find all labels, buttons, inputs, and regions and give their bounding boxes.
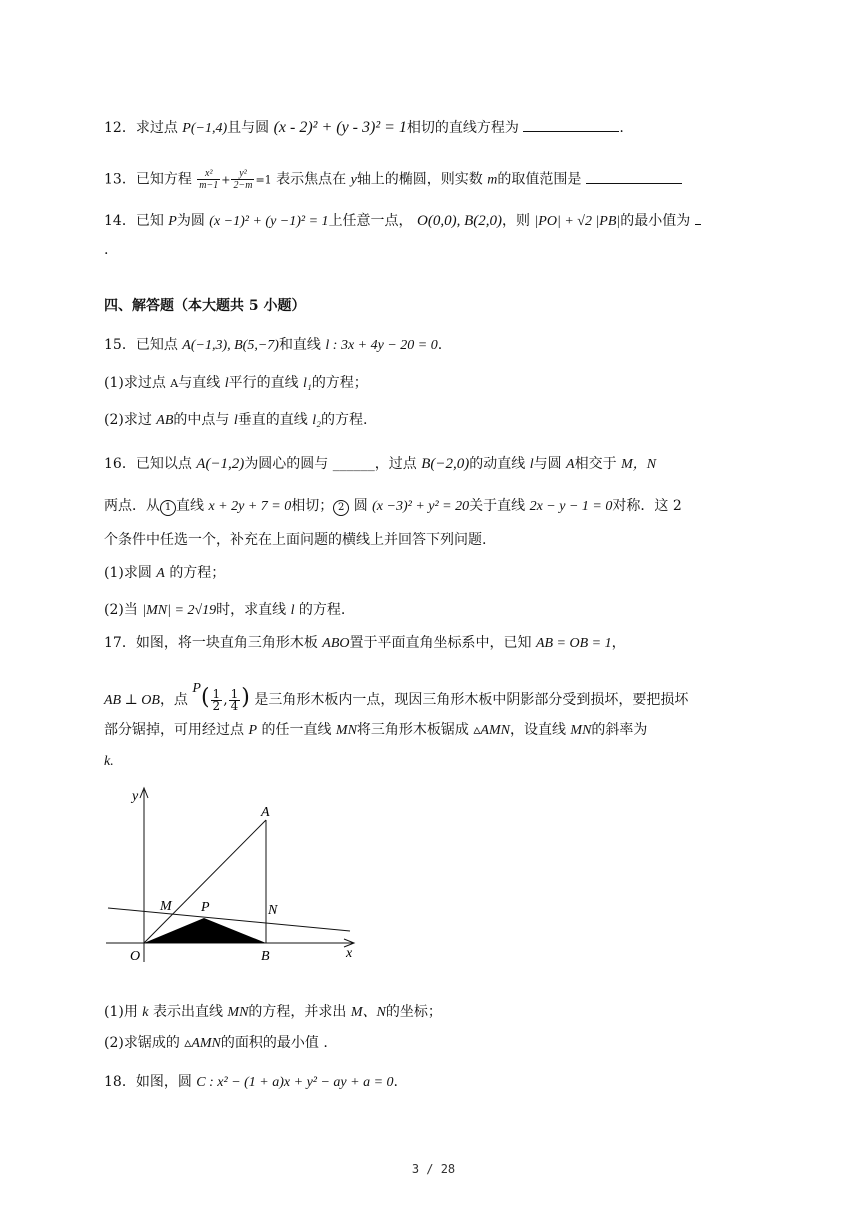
- q13-text-3: 轴上的椭圆，则实数: [356, 171, 483, 188]
- q17-part-1-MN-2: M、N: [350, 1005, 386, 1020]
- q17-part-1-text-4: 的坐标；: [385, 1004, 442, 1020]
- q16-part-2-text-3: 的方程.: [298, 602, 346, 618]
- q15-part-1-text-2: 与直线: [178, 375, 221, 391]
- q17-part-1: [104, 1002, 442, 1023]
- q16-line-1-equation: x + 2y + 7 = 0: [208, 499, 292, 514]
- label-B: B: [261, 949, 270, 964]
- q17-line: [104, 633, 626, 654]
- q15-part-2-l2: l₂: [312, 413, 321, 428]
- label-M: M: [160, 899, 172, 914]
- q17-text-3: ，: [611, 635, 626, 651]
- q16-text-6: 相交于: [574, 456, 617, 472]
- q16-number: 16．: [104, 456, 136, 472]
- q16-line-2-text-6: 对称．这 2: [612, 498, 682, 514]
- q16-line-2-text-2: 直线: [176, 498, 204, 514]
- q15-part-2: [104, 410, 367, 431]
- q15-line: [104, 335, 442, 356]
- q17-line-3-MN-2: MN: [570, 723, 592, 738]
- q17-line-3-text-4: ，设直线: [509, 722, 566, 738]
- q16-circle-2-equation: (x −3)² + y² = 20: [372, 499, 470, 514]
- q15-points: A(−1,3), B(5,−7): [182, 338, 279, 353]
- q16-line-2: [104, 496, 682, 517]
- q16-condition-blank[interactable]: ______: [332, 456, 375, 472]
- q16-point-A: A(−1,2): [196, 456, 245, 472]
- q17-point-P: P: [192, 681, 201, 696]
- q13-text-2: 表示焦点在: [276, 171, 347, 188]
- q14-number: 14．: [104, 213, 136, 229]
- q16-line-2-text-3: 相切；: [291, 498, 334, 514]
- page-number: 3 / 28: [411, 1162, 456, 1176]
- q12-text-2: 且与圆: [227, 120, 270, 136]
- q14-circle-equation: (x −1)² + (y −1)² = 1: [209, 214, 329, 229]
- q17-perpendicular: AB ⊥ OB: [104, 693, 160, 708]
- q17-line-3-MN: MN: [335, 723, 357, 738]
- q14-text-5: 的最小值为: [620, 213, 691, 229]
- q14-answer-blank[interactable]: [695, 210, 701, 225]
- section-4-heading: 四、解答题（本大题共 5 小题）: [104, 298, 306, 314]
- q14-line: [104, 210, 701, 232]
- q13-var-m: m: [487, 172, 498, 188]
- q12-number: 12．: [104, 120, 136, 136]
- q15-text-2: 和直线: [278, 337, 321, 353]
- q13-line: 13．已知方程 $\frac{\text{x²}}{m-1}$ + $\frac{\text{y²}}{2-m}$ =1 表示焦点在 y轴上的椭圆，则实数 m的取值范围是: [104, 168, 682, 191]
- q16-part-2-expression: |MN| = 2√19: [142, 603, 217, 618]
- q16-var-l: l: [529, 457, 534, 472]
- q17-part-2-triangle: ▵AMN: [184, 1036, 221, 1051]
- option-1-marker: 1: [160, 500, 176, 516]
- q18-text: 如图，圆: [135, 1074, 192, 1090]
- q14-tail-period: .: [104, 242, 109, 258]
- q17-equality: AB = OB = 1: [535, 636, 612, 651]
- label-x: x: [346, 946, 353, 961]
- q16-point-B: B(−2,0): [421, 456, 470, 472]
- q17-line-4: k.: [104, 754, 114, 769]
- q16-var-A: A: [566, 457, 575, 472]
- q16-line-3: 个条件中任选一个，补充在上面问题的横线上并回答下列问题.: [104, 532, 487, 548]
- q13-fraction-x: $\frac{\text{x²}}{m-1}$: [199, 168, 219, 191]
- q16-text-4: 的动直线: [469, 456, 526, 472]
- q16-part-2-text-2: 时，求直线: [216, 602, 287, 618]
- q15-part-1-text: (1)求过点: [104, 375, 166, 391]
- q15-part-1-A: A: [170, 377, 179, 390]
- q17-part-1-MN: MN: [227, 1005, 249, 1020]
- q17-part-1-text-3: 的方程，并求出: [248, 1004, 347, 1020]
- q15-part-1-text-4: 的方程；: [311, 375, 368, 391]
- q15-part-1-text-3: 平行的直线: [228, 375, 299, 391]
- q17-line-2: AB ⊥ OB，点 P( $\frac{1}{2}$ , $\frac{1}{4}$ ) 是三角形木板内一点，现因三角形木板中阴影部分受到损坏，要把损坏: [104, 681, 689, 713]
- label-y: y: [132, 789, 139, 804]
- q15-part-1-l: l: [224, 376, 229, 391]
- q16-line-2-text-4: 圆: [353, 498, 368, 514]
- q16-text-5: 与圆: [533, 456, 562, 472]
- q12-line: [104, 117, 624, 139]
- q17-abo: ABO: [322, 636, 350, 651]
- q17-number: 17．: [104, 635, 136, 651]
- q17-line-3-text-5: 的斜率为: [591, 722, 648, 738]
- q16-text-2: 为圆心的圆与: [244, 456, 329, 472]
- q17-part-2: [104, 1033, 328, 1054]
- q16-part-2-l: l: [290, 603, 295, 618]
- q16-part-1-text: (1)求圆: [104, 565, 152, 581]
- q17-text-2: 置于平面直角坐标系中，已知: [349, 635, 532, 651]
- q14-text-3: 上任意一点，: [328, 213, 413, 229]
- q15-part-2-text-3: 垂直的直线: [237, 412, 308, 428]
- q17-part-2-text: (2)求锯成的: [104, 1035, 180, 1051]
- q14-text-4: ，则: [502, 213, 530, 229]
- q17-line-3: [104, 720, 647, 741]
- q16-part-2-text: (2)当: [104, 602, 138, 618]
- q16-var-MN: M，N: [621, 457, 657, 472]
- q18-period: .: [393, 1074, 398, 1090]
- q17-part-2-text-2: 的面积的最小值 .: [220, 1035, 328, 1051]
- q17-part-1-text-2: 表示出直线: [152, 1004, 223, 1020]
- q17-text: 如图，将一块直角三角形木板: [135, 635, 318, 651]
- q15-line-equation: l : 3x + 4y − 20 = 0: [325, 338, 438, 353]
- q16-line-2-equation: 2x − y − 1 = 0: [529, 499, 613, 514]
- q15-part-1-l1: l₁: [303, 376, 312, 391]
- q13-text: 已知方程: [135, 171, 192, 188]
- q14-text-2: 为圆: [176, 213, 205, 229]
- q17-P-x: $\frac{1}{2}$: [212, 686, 221, 713]
- q17-text-4: ，点: [159, 692, 188, 708]
- q15-part-2-AB: AB: [156, 413, 174, 428]
- label-N: N: [268, 903, 278, 918]
- q17-line-3-P: P: [248, 723, 258, 738]
- q17-line-3-text: 部分锯掉，可用经过点: [104, 722, 244, 738]
- q15-part-2-text-2: 的中点与: [173, 412, 230, 428]
- q13-equals: =1: [255, 173, 272, 187]
- q14-text: 已知: [135, 213, 164, 229]
- q16-part-1-text-2: 的方程；: [169, 565, 226, 581]
- q14-var-p: P: [168, 214, 177, 229]
- q15-part-2-text: (2)求过: [104, 412, 152, 428]
- q16-text-3: ，过点: [374, 456, 417, 472]
- q17-part-1-text: (1)用: [104, 1004, 138, 1020]
- q15-part-2-l: l: [233, 413, 238, 428]
- q17-P-y: $\frac{1}{4}$: [230, 686, 239, 713]
- q13-text-4: 的取值范围是: [497, 171, 582, 188]
- q12-circle-equation: (x - 2)² + (y - 3)² = 1: [273, 119, 407, 136]
- q18-line: [104, 1072, 398, 1093]
- q15-part-1: [104, 373, 368, 394]
- q13-fraction-y: $\frac{\text{y²}}{2-m}$: [233, 168, 253, 191]
- q15-period: .: [437, 337, 443, 353]
- q17-line-3-text-2: 的任一直线: [261, 722, 332, 738]
- q12-period: .: [619, 120, 624, 136]
- q12-text: 求过点: [135, 120, 178, 136]
- q16-line-2-text: 两点．从: [104, 498, 160, 514]
- q17-line-3-triangle: ▵AMN: [473, 723, 510, 738]
- q16-line-2-text-5: 关于直线: [469, 498, 526, 514]
- q13-answer-blank[interactable]: [586, 169, 682, 184]
- q15-part-2-text-4: 的方程.: [320, 412, 368, 428]
- q12-answer-blank[interactable]: [523, 117, 619, 132]
- q14-expression: |PO| + √2 |PB|: [534, 214, 621, 229]
- q17-text-5: 是三角形木板内一点，现因三角形木板中阴影部分受到损坏，要把损坏: [254, 692, 689, 708]
- q16-line: [104, 454, 656, 475]
- label-P: P: [201, 900, 210, 915]
- q15-text: 已知点: [135, 337, 178, 353]
- label-A: A: [261, 805, 270, 820]
- q18-number: 18．: [104, 1074, 136, 1090]
- q12-text-3: 相切的直线方程为: [406, 120, 519, 136]
- q13-var-y: y: [350, 172, 357, 188]
- q17-part-1-k: k: [142, 1005, 149, 1020]
- q16-part-1-A: A: [156, 566, 165, 581]
- q17-figure: [104, 780, 374, 970]
- option-2-marker: 2: [333, 500, 349, 516]
- q18-circle-equation: C : x² − (1 + a)x + y² − ay + a = 0: [196, 1075, 394, 1090]
- q13-number: 13．: [104, 171, 136, 188]
- q14-points: O(0,0), B(2,0): [417, 213, 502, 229]
- q14-tail-line: [104, 240, 108, 260]
- label-O: O: [130, 949, 141, 964]
- q15-number: 15．: [104, 337, 136, 353]
- q17-line-3-text-3: 将三角形木板锯成: [356, 722, 469, 738]
- q16-part-1: [104, 563, 225, 584]
- q16-text: 已知以点: [135, 456, 192, 472]
- q16-part-2: [104, 600, 345, 621]
- q12-point: P(−1,4): [182, 121, 228, 136]
